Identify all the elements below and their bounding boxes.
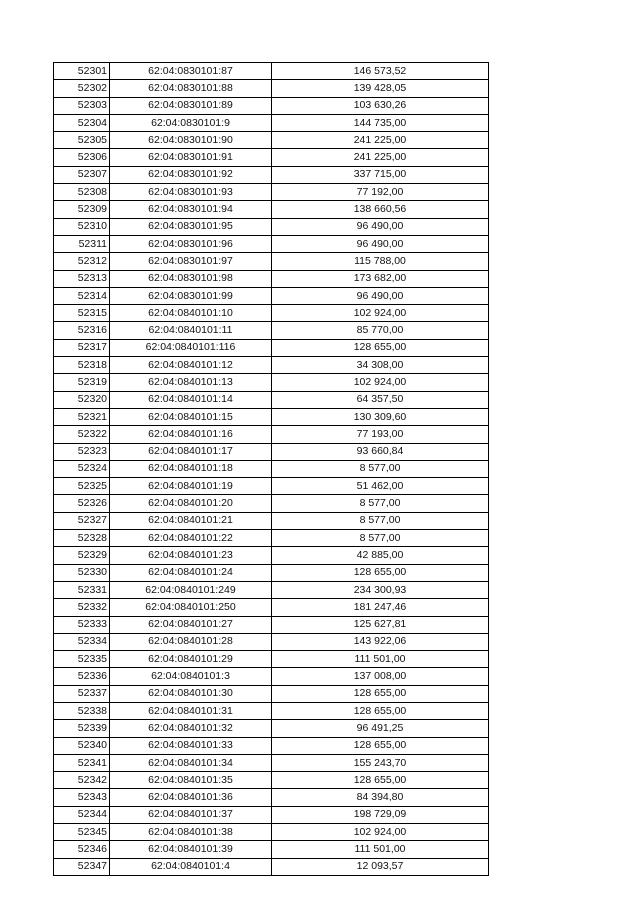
row-number-cell: 52303	[54, 97, 110, 114]
row-number-cell: 52319	[54, 374, 110, 391]
cadastral-number-cell: 62:04:0840101:12	[110, 357, 272, 374]
cadastral-number-cell: 62:04:0840101:31	[110, 702, 272, 719]
row-number-cell: 52332	[54, 599, 110, 616]
cadastral-value-cell: 181 247,46	[272, 599, 489, 616]
table-row	[54, 253, 489, 270]
cadastral-value-cell: 146 573,52	[272, 63, 489, 80]
table-row	[54, 858, 489, 875]
table-row	[54, 63, 489, 80]
row-number-cell: 52304	[54, 114, 110, 131]
cadastral-number-cell: 62:04:0840101:29	[110, 651, 272, 668]
cadastral-value-cell: 96 490,00	[272, 218, 489, 235]
cadastral-number-cell: 62:04:0840101:37	[110, 806, 272, 823]
row-number-cell: 52330	[54, 564, 110, 581]
cadastral-value-cell: 93 660,84	[272, 443, 489, 460]
cadastral-number-cell: 62:04:0840101:17	[110, 443, 272, 460]
cadastral-value-cell: 8 577,00	[272, 530, 489, 547]
table-row	[54, 80, 489, 97]
row-number-cell: 52340	[54, 737, 110, 754]
cadastral-value-cell: 125 627,81	[272, 616, 489, 633]
table-row	[54, 322, 489, 339]
cadastral-value-cell: 144 735,00	[272, 114, 489, 131]
row-number-cell: 52301	[54, 63, 110, 80]
row-number-cell: 52328	[54, 530, 110, 547]
cadastral-value-cell: 96 491,25	[272, 720, 489, 737]
cadastral-value-cell: 241 225,00	[272, 149, 489, 166]
cadastral-value-cell: 128 655,00	[272, 737, 489, 754]
cadastral-value-cell: 130 309,60	[272, 408, 489, 425]
table-row	[54, 149, 489, 166]
cadastral-number-cell: 62:04:0840101:3	[110, 668, 272, 685]
cadastral-number-cell: 62:04:0840101:23	[110, 547, 272, 564]
table-row	[54, 478, 489, 495]
table-row	[54, 772, 489, 789]
cadastral-value-cell: 128 655,00	[272, 339, 489, 356]
cadastral-value-cell: 173 682,00	[272, 270, 489, 287]
cadastral-number-cell: 62:04:0840101:30	[110, 685, 272, 702]
cadastral-number-cell: 62:04:0840101:39	[110, 841, 272, 858]
cadastral-number-cell: 62:04:0840101:32	[110, 720, 272, 737]
row-number-cell: 52308	[54, 184, 110, 201]
row-number-cell: 52344	[54, 806, 110, 823]
row-number-cell: 52347	[54, 858, 110, 875]
cadastral-value-cell: 128 655,00	[272, 772, 489, 789]
table-row	[54, 495, 489, 512]
table-row	[54, 201, 489, 218]
cadastral-number-cell: 62:04:0840101:38	[110, 824, 272, 841]
table-row	[54, 789, 489, 806]
cadastral-value-cell: 102 924,00	[272, 824, 489, 841]
row-number-cell: 52313	[54, 270, 110, 287]
cadastral-number-cell: 62:04:0840101:27	[110, 616, 272, 633]
cadastral-value-cell: 12 093,57	[272, 858, 489, 875]
cadastral-value-cell: 77 193,00	[272, 426, 489, 443]
row-number-cell: 52343	[54, 789, 110, 806]
cadastral-number-cell: 62:04:0830101:9	[110, 114, 272, 131]
table-row	[54, 114, 489, 131]
cadastral-value-cell: 198 729,09	[272, 806, 489, 823]
cadastral-number-cell: 62:04:0830101:97	[110, 253, 272, 270]
table-row	[54, 651, 489, 668]
row-number-cell: 52335	[54, 651, 110, 668]
cadastral-value-cell: 8 577,00	[272, 460, 489, 477]
table-row	[54, 270, 489, 287]
table-row	[54, 581, 489, 598]
row-number-cell: 52334	[54, 633, 110, 650]
cadastral-number-cell: 62:04:0840101:24	[110, 564, 272, 581]
table-row	[54, 426, 489, 443]
table-row	[54, 547, 489, 564]
table-row	[54, 305, 489, 322]
cadastral-value-cell: 128 655,00	[272, 685, 489, 702]
cadastral-value-cell: 64 357,50	[272, 391, 489, 408]
cadastral-number-cell: 62:04:0830101:89	[110, 97, 272, 114]
cadastral-number-cell: 62:04:0830101:90	[110, 132, 272, 149]
cadastral-number-cell: 62:04:0840101:15	[110, 408, 272, 425]
cadastral-number-cell: 62:04:0830101:95	[110, 218, 272, 235]
row-number-cell: 52338	[54, 702, 110, 719]
table-row	[54, 408, 489, 425]
cadastral-number-cell: 62:04:0840101:28	[110, 633, 272, 650]
row-number-cell: 52336	[54, 668, 110, 685]
cadastral-number-cell: 62:04:0830101:93	[110, 184, 272, 201]
table-row	[54, 702, 489, 719]
table-row	[54, 443, 489, 460]
row-number-cell: 52329	[54, 547, 110, 564]
cadastral-value-cell: 96 490,00	[272, 287, 489, 304]
row-number-cell: 52302	[54, 80, 110, 97]
cadastral-value-cell: 111 501,00	[272, 651, 489, 668]
cadastral-value-cell: 85 770,00	[272, 322, 489, 339]
row-number-cell: 52346	[54, 841, 110, 858]
cadastral-value-cell: 51 462,00	[272, 478, 489, 495]
cadastral-number-cell: 62:04:0830101:99	[110, 287, 272, 304]
cadastral-value-cell: 8 577,00	[272, 495, 489, 512]
cadastral-number-cell: 62:04:0840101:249	[110, 581, 272, 598]
table-row	[54, 616, 489, 633]
table-body	[54, 63, 489, 876]
table-row	[54, 391, 489, 408]
row-number-cell: 52316	[54, 322, 110, 339]
cadastral-number-cell: 62:04:0830101:98	[110, 270, 272, 287]
cadastral-value-cell: 138 660,56	[272, 201, 489, 218]
table-row	[54, 287, 489, 304]
cadastral-number-cell: 62:04:0840101:33	[110, 737, 272, 754]
cadastral-value-cell: 77 192,00	[272, 184, 489, 201]
row-number-cell: 52309	[54, 201, 110, 218]
table-row	[54, 685, 489, 702]
table-row	[54, 633, 489, 650]
cadastral-value-cell: 128 655,00	[272, 702, 489, 719]
table-row	[54, 166, 489, 183]
cadastral-value-cell: 137 008,00	[272, 668, 489, 685]
cadastral-number-cell: 62:04:0840101:22	[110, 530, 272, 547]
row-number-cell: 52318	[54, 357, 110, 374]
table-row	[54, 184, 489, 201]
row-number-cell: 52331	[54, 581, 110, 598]
row-number-cell: 52321	[54, 408, 110, 425]
table-row	[54, 235, 489, 252]
table-row	[54, 737, 489, 754]
row-number-cell: 52305	[54, 132, 110, 149]
row-number-cell: 52341	[54, 754, 110, 771]
row-number-cell: 52337	[54, 685, 110, 702]
cadastral-number-cell: 62:04:0830101:94	[110, 201, 272, 218]
cadastral-value-cell: 128 655,00	[272, 564, 489, 581]
row-number-cell: 52311	[54, 235, 110, 252]
cadastral-number-cell: 62:04:0840101:21	[110, 512, 272, 529]
row-number-cell: 52333	[54, 616, 110, 633]
row-number-cell: 52306	[54, 149, 110, 166]
cadastral-number-cell: 62:04:0830101:88	[110, 80, 272, 97]
table-row	[54, 668, 489, 685]
cadastral-value-cell: 96 490,00	[272, 235, 489, 252]
cadastral-value-cell: 337 715,00	[272, 166, 489, 183]
row-number-cell: 52314	[54, 287, 110, 304]
table-row	[54, 512, 489, 529]
row-number-cell: 52310	[54, 218, 110, 235]
cadastral-number-cell: 62:04:0830101:96	[110, 235, 272, 252]
cadastral-value-cell: 111 501,00	[272, 841, 489, 858]
cadastral-number-cell: 62:04:0840101:34	[110, 754, 272, 771]
table-row	[54, 530, 489, 547]
table-row	[54, 374, 489, 391]
table-row	[54, 339, 489, 356]
table-row	[54, 754, 489, 771]
table-row	[54, 599, 489, 616]
table-row	[54, 97, 489, 114]
cadastral-number-cell: 62:04:0840101:19	[110, 478, 272, 495]
row-number-cell: 52339	[54, 720, 110, 737]
row-number-cell: 52323	[54, 443, 110, 460]
row-number-cell: 52326	[54, 495, 110, 512]
row-number-cell: 52345	[54, 824, 110, 841]
cadastral-number-cell: 62:04:0840101:36	[110, 789, 272, 806]
cadastral-number-cell: 62:04:0840101:13	[110, 374, 272, 391]
cadastral-value-cell: 34 308,00	[272, 357, 489, 374]
table-row	[54, 720, 489, 737]
cadastral-number-cell: 62:04:0840101:4	[110, 858, 272, 875]
cadastral-number-cell: 62:04:0840101:116	[110, 339, 272, 356]
table-row	[54, 824, 489, 841]
table-row	[54, 841, 489, 858]
row-number-cell: 52317	[54, 339, 110, 356]
cadastral-number-cell: 62:04:0840101:18	[110, 460, 272, 477]
cadastral-value-cell: 84 394,80	[272, 789, 489, 806]
cadastral-number-cell: 62:04:0830101:91	[110, 149, 272, 166]
cadastral-number-cell: 62:04:0840101:11	[110, 322, 272, 339]
cadastral-number-cell: 62:04:0840101:250	[110, 599, 272, 616]
cadastral-value-cell: 139 428,05	[272, 80, 489, 97]
row-number-cell: 52325	[54, 478, 110, 495]
cadastral-value-cell: 155 243,70	[272, 754, 489, 771]
cadastral-number-cell: 62:04:0840101:14	[110, 391, 272, 408]
cadastral-value-cell: 102 924,00	[272, 374, 489, 391]
table-row	[54, 132, 489, 149]
table-row	[54, 218, 489, 235]
table-row	[54, 357, 489, 374]
cadastral-value-cell: 241 225,00	[272, 132, 489, 149]
cadastral-value-cell: 115 788,00	[272, 253, 489, 270]
cadastral-number-cell: 62:04:0840101:20	[110, 495, 272, 512]
row-number-cell: 52307	[54, 166, 110, 183]
row-number-cell: 52324	[54, 460, 110, 477]
table-row	[54, 460, 489, 477]
cadastral-number-cell: 62:04:0840101:35	[110, 772, 272, 789]
cadastral-value-cell: 143 922,06	[272, 633, 489, 650]
row-number-cell: 52327	[54, 512, 110, 529]
cadastral-number-cell: 62:04:0830101:92	[110, 166, 272, 183]
row-number-cell: 52342	[54, 772, 110, 789]
cadastral-value-table	[53, 62, 489, 876]
row-number-cell: 52315	[54, 305, 110, 322]
cadastral-value-cell: 42 885,00	[272, 547, 489, 564]
cadastral-number-cell: 62:04:0830101:87	[110, 63, 272, 80]
cadastral-value-cell: 8 577,00	[272, 512, 489, 529]
row-number-cell: 52322	[54, 426, 110, 443]
cadastral-value-cell: 103 630,26	[272, 97, 489, 114]
row-number-cell: 52320	[54, 391, 110, 408]
table-row	[54, 806, 489, 823]
row-number-cell: 52312	[54, 253, 110, 270]
cadastral-value-cell: 102 924,00	[272, 305, 489, 322]
cadastral-number-cell: 62:04:0840101:10	[110, 305, 272, 322]
table-row	[54, 564, 489, 581]
cadastral-number-cell: 62:04:0840101:16	[110, 426, 272, 443]
cadastral-value-cell: 234 300,93	[272, 581, 489, 598]
